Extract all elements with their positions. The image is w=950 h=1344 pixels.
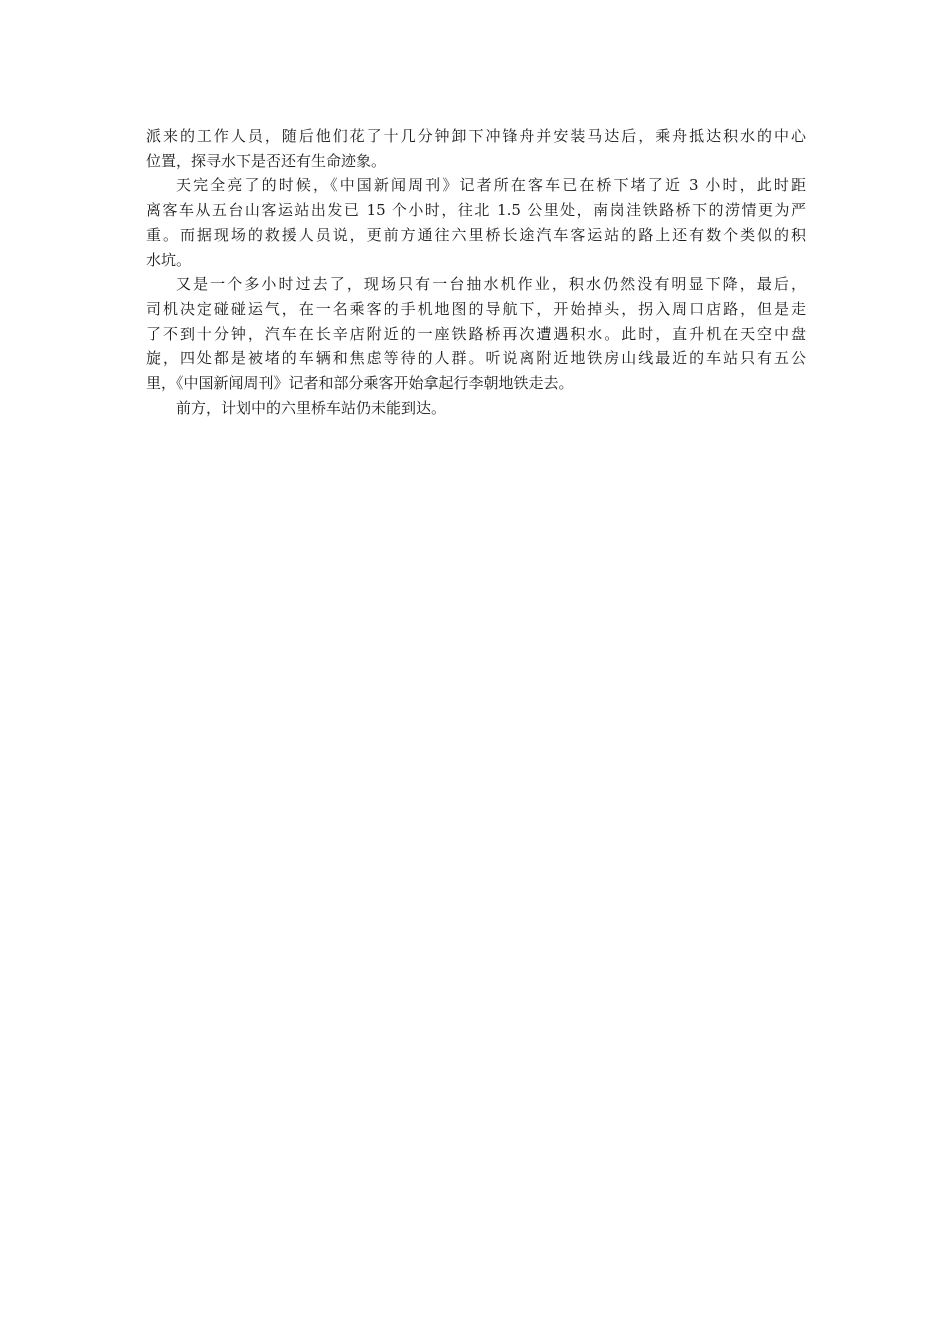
text-line: 旋，四处都是被堵的车辆和焦虑等待的人群。听说离附近地铁房山线最近的车站只有五公	[146, 349, 806, 368]
text-line: 天完全亮了的时候，《中国新闻周刊》记者所在客车已在桥下堵了近 3 小时，此时距	[176, 176, 806, 195]
text-line: 了不到十分钟，汽车在长辛店附近的一座铁路桥再次遭遇积水。此时，直升机在天空中盘	[146, 324, 806, 343]
text-line: 里，《中国新闻周刊》记者和部分乘客开始拿起行李朝地铁走去。	[146, 374, 574, 393]
text-line: 前方，计划中的六里桥车站仍未能到达。	[176, 398, 447, 417]
paragraph-2	[146, 173, 806, 272]
text-line: 重。而据现场的救援人员说，更前方通往六里桥长途汽车客运站的路上还有数个类似的积	[146, 225, 806, 244]
paragraph-3	[146, 272, 806, 396]
article-body	[146, 124, 806, 420]
text-line: 离客车从五台山客运站出发已 15 个小时，往北 1.5 公里处，南岗洼铁路桥下的涝情更为严	[146, 201, 806, 220]
paragraph-1	[146, 124, 806, 173]
text-line: 位置，探寻水下是否还有生命迹象。	[146, 151, 387, 170]
paragraph-4	[146, 396, 806, 421]
text-line: 又是一个多小时过去了，现场只有一台抽水机作业，积水仍然没有明显下降，最后，	[176, 275, 806, 294]
text-line: 水坑。	[146, 250, 192, 269]
text-line: 派来的工作人员，随后他们花了十几分钟卸下冲锋舟并安装马达后，乘舟抵达积水的中心	[146, 127, 806, 145]
text-line: 司机决定碰碰运气，在一名乘客的手机地图的导航下，开始掉头，拐入周口店路，但是走	[146, 299, 806, 318]
